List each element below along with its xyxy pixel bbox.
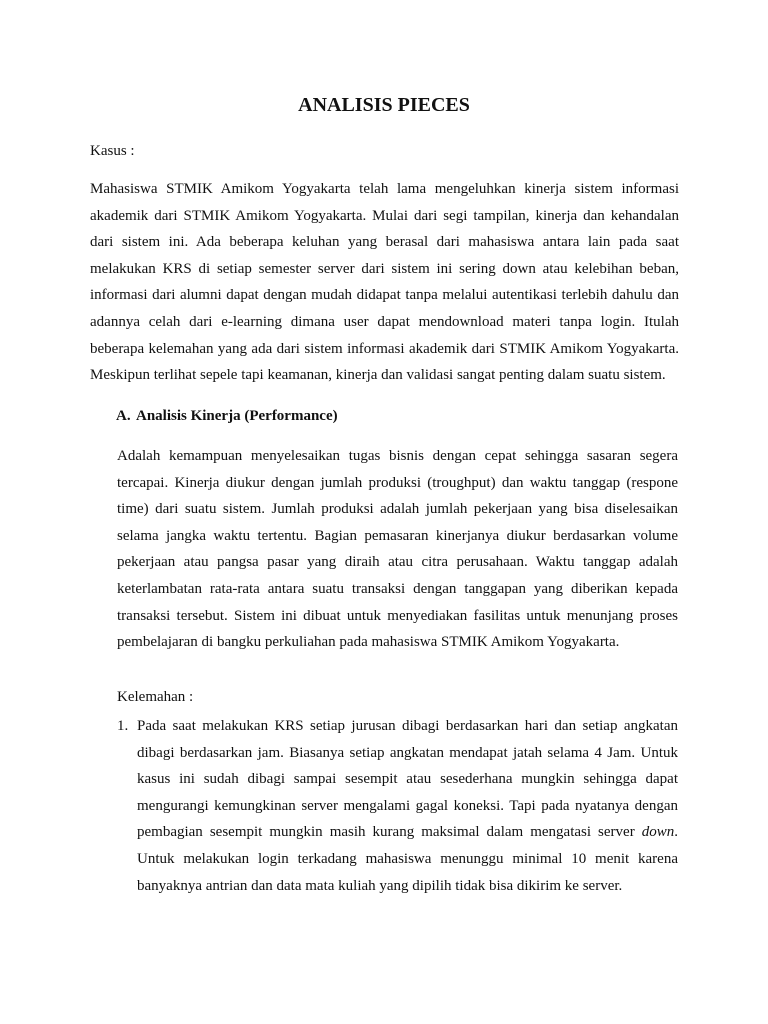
list-line: mengurangi kemungkinan server mengalami gagal koneksi. Tapi pada nyatanya dengan [137, 797, 678, 814]
intro-line: Mahasiswa STMIK Amikom Yogyakarta telah lama mengeluhkan kinerja sistem informasi [90, 181, 679, 197]
intro-line: informasi dari alumni dapat dengan mudah didapat tanpa melalui autentikasi terlebih dahulu dan [90, 287, 679, 304]
kelemahan-label: Kelemahan : [117, 689, 194, 705]
list-line [137, 819, 678, 846]
section-a-line: time) dari suatu sistem. Jumlah produksi adalah jumlah pekerjaan yang bisa diselesaikan [117, 501, 678, 518]
list-line: kasus ini sudah dibagi sampai sesempit atau sesederhana mungkin sehingga dapat [137, 771, 678, 788]
intro-line: beberapa kelemahan yang ada dari sistem informasi akademik dari STMIK Amikom Yogyakarta. [90, 340, 679, 357]
list-line: Untuk melakukan login terkadang mahasiswa menunggu minimal 10 menit karena [137, 850, 678, 867]
list-item [117, 713, 678, 899]
kasus-label: Kasus : [90, 143, 135, 159]
section-a-line: Adalah kemampuan menyelesaikan tugas bisnis dengan cepat sehingga sasaran segera [117, 448, 678, 464]
section-a-line: tercapai. Kinerja diukur dengan jumlah produksi (troughput) dan waktu tanggap (respone [117, 474, 678, 491]
list-line: banyaknya antrian dan data mata kuliah yang dipilih tidak bisa dikirim ke server. [137, 877, 623, 894]
section-a-line: transaksi tersebut. Sistem ini dibuat untuk menyediakan fasilitas untuk menunjang proses [117, 607, 678, 624]
section-a-line: pembelajaran di bangku perkuliahan pada mahasiswa STMIK Amikom Yogyakarta. [117, 634, 620, 651]
intro-line: adannya celah dari e-learning dimana user dapat mendownload materi tanpa login. Itulah [90, 313, 679, 330]
section-a-paragraph [117, 443, 678, 656]
intro-paragraph [90, 176, 679, 389]
section-a-line: keterlambatan rata-rata antara suatu transaksi dengan tanggapan yang diberikan kepada [117, 580, 678, 597]
section-a-title: Analisis Kinerja (Performance) [136, 408, 338, 424]
intro-line: akademik dari STMIK Amikom Yogyakarta. Mulai dari segi tampilan, kinerja dan kehandalan [90, 207, 679, 224]
document-title: ANALISIS PIECES [298, 94, 470, 116]
list-line-italic: down [641, 824, 675, 841]
section-a-letter: A. [116, 408, 131, 424]
intro-line: Meskipun terlihat sepele tapi keamanan, kinerja dan validasi sangat penting dalam suatu sistem. [90, 367, 666, 384]
intro-line: dari sistem ini. Ada beberapa keluhan yang berasal dari mahasiswa antara lain pada saat [90, 234, 679, 251]
list-item-number: 1. [117, 718, 129, 734]
list-line-suffix: . [674, 824, 678, 841]
section-a-line: selama jangka waktu tertentu. Bagian pemasaran kinerjanya diukur berdasarkan volume [117, 527, 678, 544]
section-a-line: pekerjaan atau pangsa pasar yang diraih atau citra perusahaan. Waktu tanggap adalah [117, 554, 678, 571]
list-item-text [137, 713, 678, 899]
section-a-heading [116, 406, 338, 426]
kelemahan-list [117, 713, 678, 899]
list-line: dibagi berdasarkan jam. Biasanya setiap angkatan mendapat jatah selama 4 Jam. Untuk [137, 744, 678, 761]
list-line-prefix: pembagian sesempit mungkin masih kurang maksimal dalam mengatasi server [137, 824, 642, 841]
intro-line: melakukan KRS di setiap semester server dari sistem ini sering down atau kelebihan beban, [90, 260, 679, 277]
list-line: Pada saat melakukan KRS setiap jurusan dibagi berdasarkan hari dan setiap angkatan [137, 718, 678, 734]
